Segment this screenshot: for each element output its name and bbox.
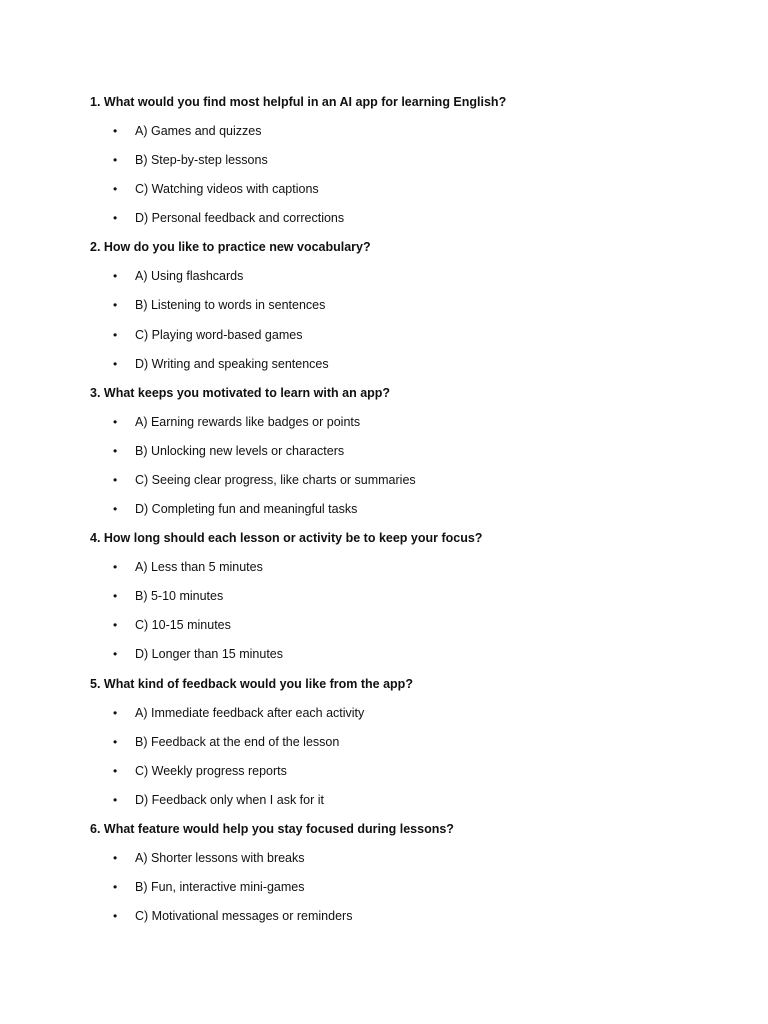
option-text: C) Motivational messages or reminders — [135, 909, 353, 924]
bullet-icon: • — [113, 879, 118, 894]
list-item — [90, 150, 710, 170]
list-item — [90, 354, 710, 374]
option-list — [90, 703, 710, 810]
bullet-icon: • — [113, 705, 118, 720]
question-2 — [90, 237, 710, 373]
question-5 — [90, 674, 710, 810]
option-text: A) Using flashcards — [135, 269, 244, 284]
question-text: 3. What keeps you motivated to learn with an app? — [90, 385, 391, 400]
option-text: C) Seeing clear progress, like charts or summaries — [135, 472, 416, 487]
bullet-icon: • — [113, 618, 118, 633]
option-text: C) Watching videos with captions — [135, 182, 319, 197]
question-3 — [90, 383, 710, 519]
bullet-icon: • — [113, 356, 118, 371]
list-item — [90, 615, 710, 635]
list-item — [90, 499, 710, 519]
bullet-icon: • — [113, 298, 118, 313]
list-item — [90, 906, 710, 926]
option-text: A) Shorter lessons with breaks — [135, 850, 305, 865]
bullet-icon: • — [113, 153, 118, 168]
option-text: D) Longer than 15 minutes — [135, 647, 284, 662]
option-text: A) Immediate feedback after each activity — [135, 705, 365, 720]
bullet-icon: • — [113, 792, 118, 807]
bullet-icon: • — [113, 443, 118, 458]
list-item — [90, 644, 710, 664]
list-item — [90, 295, 710, 315]
list-item — [90, 732, 710, 752]
bullet-icon: • — [113, 472, 118, 487]
bullet-icon: • — [113, 414, 118, 429]
option-text: D) Completing fun and meaningful tasks — [135, 502, 358, 517]
option-text: C) Playing word-based games — [135, 327, 303, 342]
bullet-icon: • — [113, 589, 118, 604]
list-item — [90, 441, 710, 461]
bullet-icon: • — [113, 182, 118, 197]
list-item — [90, 412, 710, 432]
bullet-icon: • — [113, 124, 118, 138]
list-item — [90, 761, 710, 781]
bullet-icon: • — [113, 647, 118, 662]
list-item — [90, 877, 710, 897]
question-text: 5. What kind of feedback would you like from the app? — [90, 676, 413, 691]
bullet-icon: • — [113, 211, 118, 226]
question-text: 4. How long should each lesson or activity be to keep your focus? — [90, 531, 483, 546]
bullet-icon: • — [113, 909, 118, 924]
question-1 — [90, 92, 710, 228]
option-text: A) Games and quizzes — [135, 124, 262, 138]
option-text: B) Step-by-step lessons — [135, 153, 268, 168]
option-text: D) Feedback only when I ask for it — [135, 792, 324, 807]
bullet-icon: • — [113, 560, 118, 575]
option-list — [90, 412, 710, 519]
option-text: B) Fun, interactive mini-games — [135, 879, 305, 894]
question-text: 2. How do you like to practice new vocabulary? — [90, 240, 371, 255]
option-list — [90, 121, 710, 228]
list-item — [90, 557, 710, 577]
option-text: B) Feedback at the end of the lesson — [135, 734, 340, 749]
list-item — [90, 790, 710, 810]
list-item — [90, 208, 710, 228]
list-item — [90, 325, 710, 345]
bullet-icon: • — [113, 502, 118, 517]
question-4 — [90, 528, 710, 664]
list-item — [90, 266, 710, 286]
option-list — [90, 557, 710, 664]
list-item — [90, 848, 710, 868]
list-item — [90, 179, 710, 199]
option-text: B) Unlocking new levels or characters — [135, 443, 345, 458]
question-text: 6. What feature would help you stay focused during lessons? — [90, 821, 454, 836]
bullet-icon: • — [113, 327, 118, 342]
list-item — [90, 703, 710, 723]
option-text: A) Earning rewards like badges or points — [135, 414, 361, 429]
option-text: B) 5-10 minutes — [135, 589, 224, 604]
option-text: C) 10-15 minutes — [135, 618, 231, 633]
bullet-icon: • — [113, 763, 118, 778]
question-6 — [90, 819, 710, 926]
list-item — [90, 586, 710, 606]
bullet-icon: • — [113, 269, 118, 284]
bullet-icon: • — [113, 850, 118, 865]
option-text: A) Less than 5 minutes — [135, 560, 263, 575]
option-list — [90, 266, 710, 373]
questionnaire — [90, 92, 710, 935]
list-item — [90, 470, 710, 490]
option-text: D) Writing and speaking sentences — [135, 356, 329, 371]
bullet-icon: • — [113, 734, 118, 749]
question-text: 1. What would you find most helpful in an AI app for learning English? — [90, 95, 507, 109]
option-list — [90, 848, 710, 926]
option-text: B) Listening to words in sentences — [135, 298, 326, 313]
option-text: D) Personal feedback and corrections — [135, 211, 345, 226]
list-item — [90, 121, 710, 141]
option-text: C) Weekly progress reports — [135, 763, 287, 778]
